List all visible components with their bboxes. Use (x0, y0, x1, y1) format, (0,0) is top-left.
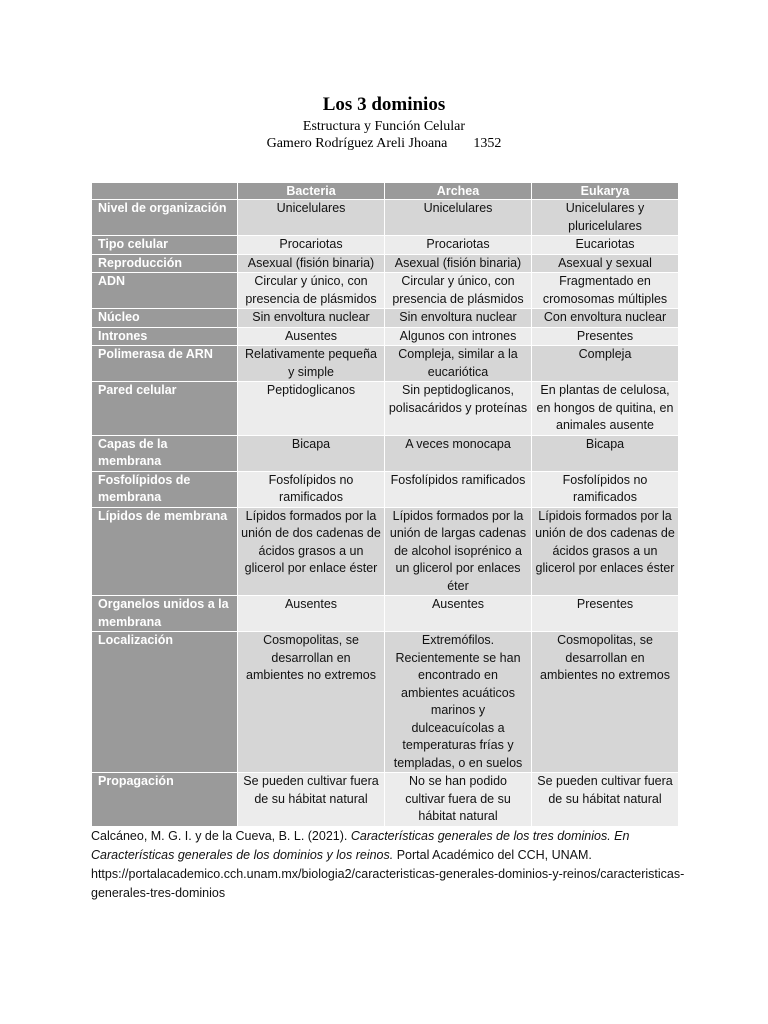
table-row (92, 507, 679, 596)
domains-table (91, 182, 679, 827)
table-row (92, 773, 679, 827)
table-cell: Ausentes (385, 596, 532, 632)
row-header: ADN (92, 273, 238, 309)
header-corner (92, 183, 238, 200)
table-cell: Fosfolípidos no ramificados (532, 471, 679, 507)
table-row (92, 632, 679, 773)
document-subtitle: Estructura y Función Celular (302, 119, 466, 134)
reference-publisher: Portal Académico del CCH, UNAM. (393, 848, 592, 862)
student-number: 1352 (473, 136, 502, 151)
reference-url: https://portalacademico.cch.unam.mx/biologia2/caracteristicas-generales-dominios-y-reinos/caracteristicas-generales-tres-dominios (91, 867, 685, 900)
document-title: Los 3 dominios (322, 94, 446, 115)
row-header: Nivel de organización (92, 200, 238, 236)
author-line (0, 135, 768, 152)
table-body (92, 200, 679, 827)
row-header: Propagación (92, 773, 238, 827)
table-cell: Cosmopolitas, se desarrollan en ambientes no extremos (532, 632, 679, 773)
document-header (0, 92, 768, 152)
table-row (92, 435, 679, 471)
table-cell: Fosfolípidos ramificados (385, 471, 532, 507)
table-cell: Ausentes (238, 327, 385, 346)
table-cell: Peptidoglicanos (238, 382, 385, 436)
table-cell: Presentes (532, 596, 679, 632)
table-cell: Cosmopolitas, se desarrollan en ambientes no extremos (238, 632, 385, 773)
reference (91, 827, 691, 903)
table-cell: Extremófilos. Recientemente se han encontrado en ambientes acuáticos marinos y dulceacuícolas a temperaturas frías y templadas, o en suelos (385, 632, 532, 773)
table-cell: A veces monocapa (385, 435, 532, 471)
column-header-eukarya: Eukarya (532, 183, 679, 200)
author-name: Gamero Rodríguez Areli Jhoana (266, 136, 448, 151)
row-header: Pared celular (92, 382, 238, 436)
table-cell: Bicapa (238, 435, 385, 471)
table-row (92, 327, 679, 346)
table-cell: Lípidos formados por la unión de dos cadenas de ácidos grasos a un glicerol por enlace éster (238, 507, 385, 596)
table-row (92, 200, 679, 236)
row-header: Fosfolípidos de membrana (92, 471, 238, 507)
table-cell: Asexual y sexual (532, 254, 679, 273)
table-cell: Se pueden cultivar fuera de su hábitat natural (238, 773, 385, 827)
row-header: Polimerasa de ARN (92, 346, 238, 382)
table-cell: Procariotas (385, 236, 532, 255)
row-header: Tipo celular (92, 236, 238, 255)
table-cell: Fosfolípidos no ramificados (238, 471, 385, 507)
row-header: Intrones (92, 327, 238, 346)
table-cell: Compleja, similar a la eucariótica (385, 346, 532, 382)
row-header: Organelos unidos a la membrana (92, 596, 238, 632)
table-cell: Se pueden cultivar fuera de su hábitat natural (532, 773, 679, 827)
table-cell: Presentes (532, 327, 679, 346)
table-cell: Lípidos formados por la unión de largas cadenas de alcohol isoprénico a un glicerol por enlaces éter (385, 507, 532, 596)
table-cell: Circular y único, con presencia de plásmidos (385, 273, 532, 309)
table-header-row (92, 183, 679, 200)
row-header: Lípidos de membrana (92, 507, 238, 596)
table-cell: Fragmentado en cromosomas múltiples (532, 273, 679, 309)
table-cell: Con envoltura nuclear (532, 309, 679, 328)
row-header: Reproducción (92, 254, 238, 273)
table-cell: Asexual (fisión binaria) (238, 254, 385, 273)
table-row (92, 273, 679, 309)
table-cell: Bicapa (532, 435, 679, 471)
table-row (92, 236, 679, 255)
table-cell: Compleja (532, 346, 679, 382)
table-cell: Unicelulares (385, 200, 532, 236)
table-row (92, 309, 679, 328)
table-cell: Ausentes (238, 596, 385, 632)
column-header-bacteria: Bacteria (238, 183, 385, 200)
table-cell: Unicelulares y pluricelulares (532, 200, 679, 236)
table-cell: Eucariotas (532, 236, 679, 255)
table-row (92, 596, 679, 632)
table-cell: Sin envoltura nuclear (238, 309, 385, 328)
table-cell: Procariotas (238, 236, 385, 255)
table-cell: Algunos con intrones (385, 327, 532, 346)
row-header: Localización (92, 632, 238, 773)
table-cell: Unicelulares (238, 200, 385, 236)
reference-authors: Calcáneo, M. G. I. y de la Cueva, B. L. (2021). (91, 829, 351, 843)
table-cell: Lípidois formados por la unión de dos cadenas de ácidos grasos a un glicerol por enlaces éster (532, 507, 679, 596)
table-row (92, 471, 679, 507)
table-row (92, 346, 679, 382)
table-cell: Relativamente pequeña y simple (238, 346, 385, 382)
table-row (92, 254, 679, 273)
table-cell: Sin envoltura nuclear (385, 309, 532, 328)
table-cell: No se han podido cultivar fuera de su hábitat natural (385, 773, 532, 827)
table-cell: Asexual (fisión binaria) (385, 254, 532, 273)
row-header: Capas de la membrana (92, 435, 238, 471)
reference-title: Características generales de los tres dominios. En Características generales de los dominios y los reinos. (91, 829, 630, 862)
table-cell: Circular y único, con presencia de plásmidos (238, 273, 385, 309)
row-header: Núcleo (92, 309, 238, 328)
table-cell: En plantas de celulosa, en hongos de quitina, en animales ausente (532, 382, 679, 436)
table-row (92, 382, 679, 436)
table-cell: Sin peptidoglicanos, polisacáridos y proteínas (385, 382, 532, 436)
column-header-archea: Archea (385, 183, 532, 200)
